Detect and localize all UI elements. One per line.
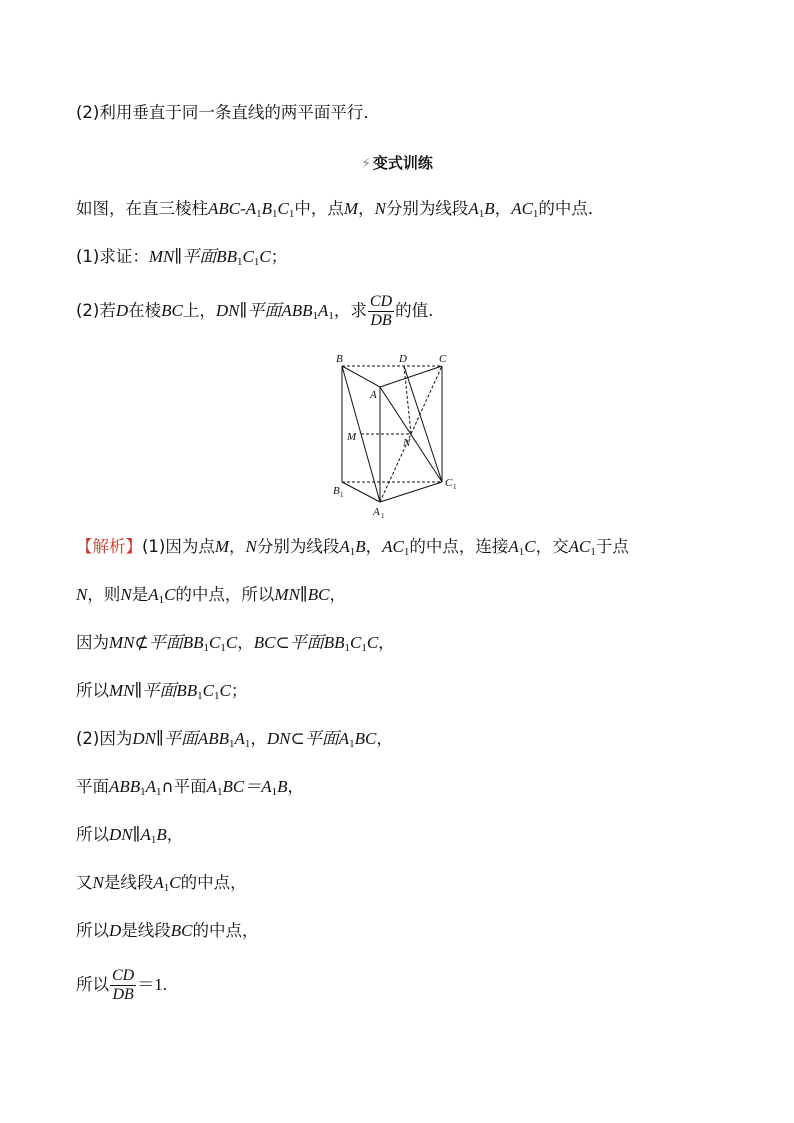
question-1: (1)求证：MN∥平面$BB_1C_1C$； [76, 247, 288, 268]
solution-line-7: 所以$DN\parallel A_1B$， [76, 825, 184, 846]
solution-text: 的中点，连接 [409, 537, 509, 556]
relation-text: DN∥平面 [132, 729, 198, 748]
label-b: B [336, 353, 343, 365]
solution-text: 是 [131, 585, 149, 604]
label-c1: C [445, 477, 453, 489]
solution-text: 又 [76, 873, 93, 892]
fraction-denominator: DB [370, 312, 392, 329]
segment-ac1: AC [511, 199, 533, 218]
solution-line-4: 所以MN∥平面$BB_1C_1C$； [76, 681, 248, 702]
solution-text: 的中点， [180, 873, 247, 892]
question-text: ，求 [333, 301, 367, 320]
solution-text: 所以 [76, 921, 109, 940]
relation-text: MN∥平面 [109, 681, 177, 700]
intro-text: 中，点 [294, 199, 344, 218]
point-m: M [343, 199, 359, 218]
solution-tag: 【解析】 [76, 537, 142, 556]
question-2: (2)若D在棱BC上，DN∥平面$ABB_1A_1$，求 $\frac{CD}{DB}$ 的值. [76, 293, 434, 329]
label-n: N [403, 437, 411, 449]
intro-text: 分别为线段 [385, 199, 469, 218]
solution-line-1: 【解析】(1)因为点M，N分别为线段$A_1B$，$AC_1$的中点，连接$A_1C$，交$AC_1$于点 [76, 537, 629, 558]
plane-name: BB [216, 247, 238, 266]
label-subscript: 1 [340, 491, 344, 499]
solution-line-2: N，则N是$A_1C$的中点，所以MN∥BC， [76, 585, 346, 606]
prism-name: ABC-A [208, 199, 257, 218]
label-m: M [347, 431, 357, 443]
solution-text: 的中点，所以 [175, 585, 275, 604]
exercise-heading-label: 变式训练 [372, 154, 433, 172]
solution-text: ，交 [535, 537, 569, 556]
solution-line-9: 所以D是线段BC的中点， [76, 921, 259, 940]
lightning-icon: ⚡ [361, 156, 371, 172]
solution-text: (1)因为点 [142, 537, 215, 556]
solution-line-10 [76, 962, 167, 1008]
intro-text: 如图，在直三棱柱 [76, 199, 208, 218]
solution-text: ，则 [87, 585, 121, 604]
exercise-heading [0, 152, 794, 173]
intro-text: 的中点． [538, 199, 605, 218]
edge-ba-line [342, 366, 380, 387]
relation-text: MN∥平面 [148, 247, 217, 266]
relation-text: DN∥A [109, 825, 151, 844]
result-fraction [110, 967, 136, 1004]
solution-text: 所以 [76, 975, 109, 994]
solution-line-6: 平面$ABB_1A_1\cap$平面$A_1BC=A_1B$， [76, 777, 305, 798]
relation-text: BC＝A [222, 777, 272, 796]
solution-text: 是线段 [121, 921, 171, 940]
problem-intro: 如图，在直三棱柱ABC-$A_1B_1C_1$中，点M，N分别为线段$A_1B$，$AC_1$的中点． [76, 199, 605, 220]
edge-bc: BC [161, 301, 183, 320]
ratio-fraction [368, 293, 394, 330]
edge-a1c1-line [380, 482, 442, 502]
solution-text: 因为 [76, 633, 109, 652]
relation-text: DN⊂平面 [266, 729, 339, 748]
previous-method-line [76, 102, 380, 124]
point-n: N [374, 199, 386, 218]
segment-dc1-line [404, 366, 442, 482]
solution-text: 是线段 [103, 873, 154, 892]
question-text: 上， [182, 301, 216, 320]
segment-ac1-line [380, 387, 442, 482]
fraction-denominator: DB [112, 986, 134, 1003]
solution-text: ∩平面 [161, 777, 207, 796]
plane-name: ABB [281, 301, 313, 320]
segment-a1b: A [468, 199, 479, 218]
edge-b1a1-line [342, 482, 380, 502]
solution-text: 分别为线段 [256, 537, 340, 556]
label-a1: A [373, 506, 380, 518]
edge-ac-line [380, 366, 442, 387]
solution-text: 所以 [76, 825, 109, 844]
result-value: ＝1. [137, 975, 167, 994]
solution-text: 于点 [595, 537, 629, 556]
point-d: D [115, 301, 129, 320]
solution-text: 所以 [76, 681, 109, 700]
label-d: D [399, 353, 407, 365]
solution-line-8: 又N是线段$A_1C$的中点， [76, 873, 247, 894]
solution-text: (2)因为 [76, 729, 133, 748]
label-b1: B [333, 485, 340, 497]
fraction-numerator: CD [369, 293, 393, 310]
solution-text: 的中点， [192, 921, 259, 940]
solution-text: 平面 [76, 777, 109, 796]
previous-method-text: (2)利用垂直于同一条直线的两平面平行． [76, 103, 380, 122]
prism-figure [330, 350, 470, 520]
relation-text: BC⊂平面 [253, 633, 324, 652]
question-text: 在棱 [128, 301, 162, 320]
question-text: 的值. [395, 301, 434, 320]
relation-text: MN∥BC [274, 585, 330, 604]
label-a: A [370, 389, 377, 401]
fraction-numerator: CD [112, 967, 135, 984]
label-subscript: 1 [453, 483, 457, 491]
relation-text: MN⊄平面 [109, 633, 183, 652]
relation-text: DN∥平面 [215, 301, 282, 320]
solution-line-5: (2)因为DN∥平面$ABB_1A_1$，DN⊂平面$A_1BC$， [76, 729, 393, 750]
label-subscript: 1 [381, 512, 385, 520]
label-c: C [439, 353, 447, 365]
question-1-label: (1)求证： [76, 247, 149, 266]
solution-line-3: 因为MN⊄平面$BB_1C_1C$，BC⊂平面$BB_1C_1C$， [76, 633, 395, 654]
question-2-label: (2)若 [76, 301, 116, 320]
